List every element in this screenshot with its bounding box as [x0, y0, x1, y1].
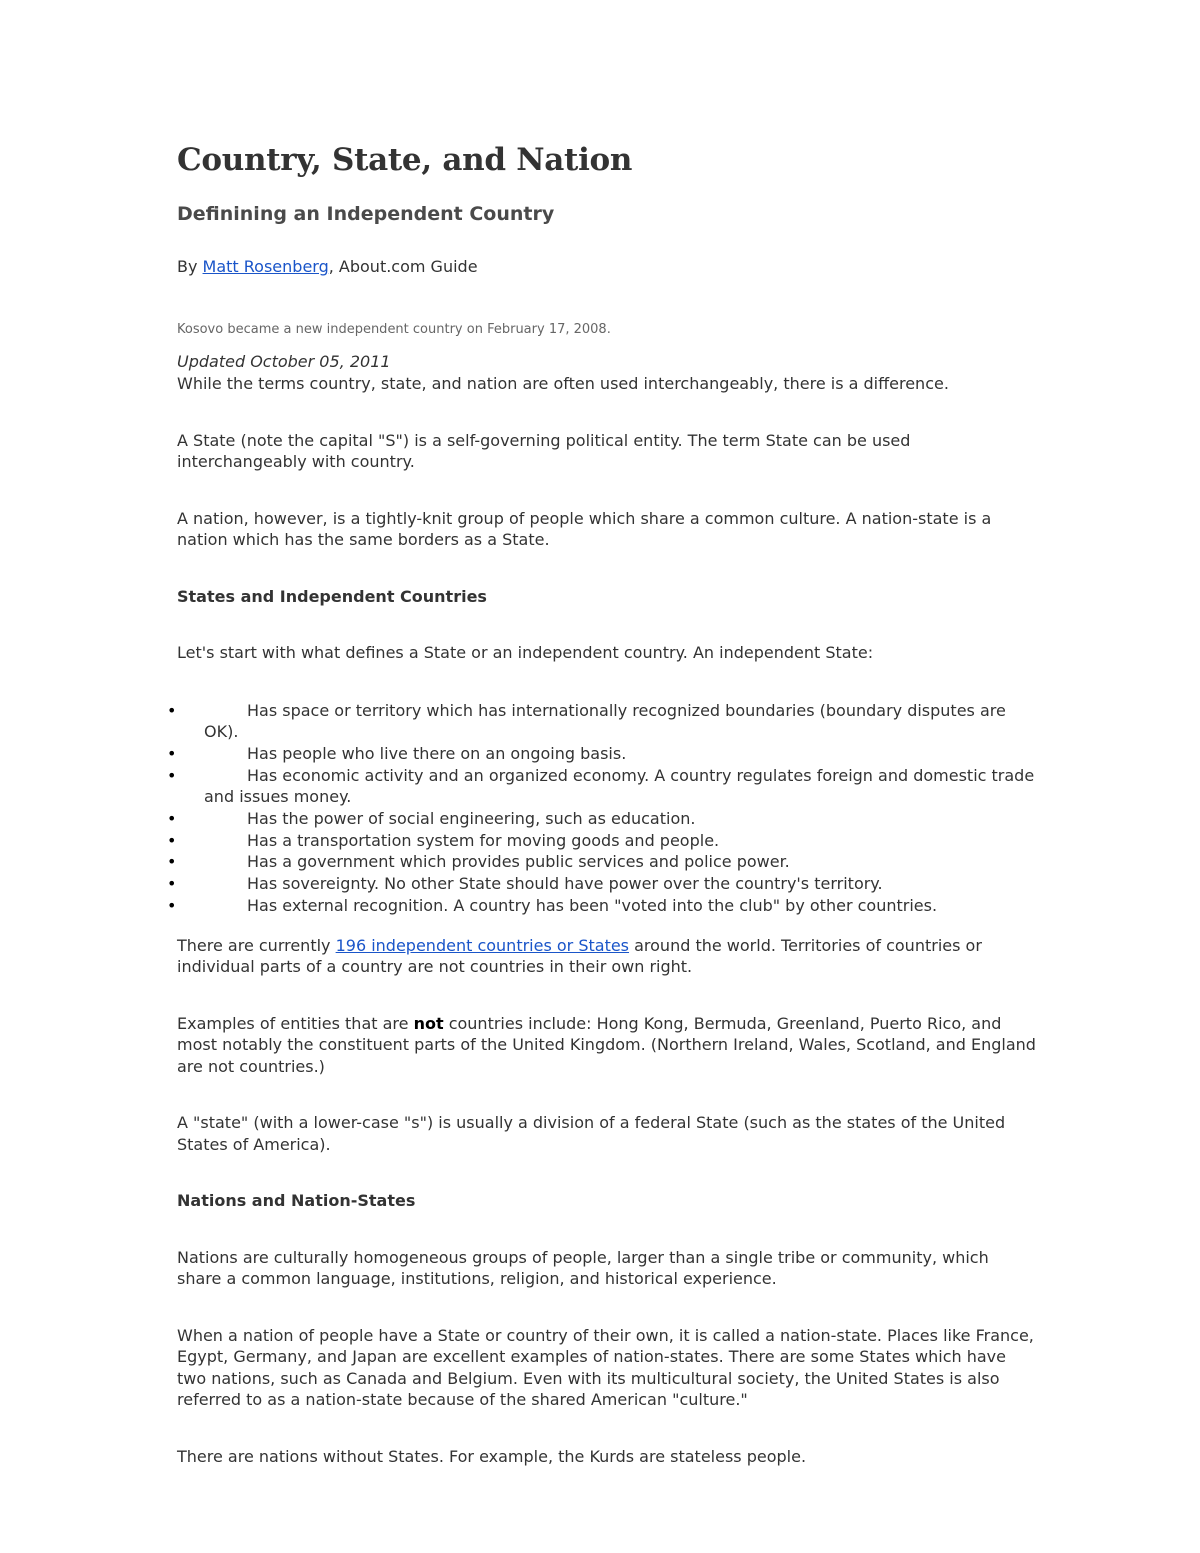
list-item: • Has a transportation system for moving goods and people. [167, 830, 720, 850]
updated-date: Updated October 05, 2011 [177, 352, 391, 371]
section-heading-states: States and Independent Countries [177, 586, 487, 606]
article [167, 138, 1037, 1467]
list-item: • Has the power of social engineering, such as education. [167, 809, 696, 829]
image-caption: Kosovo became a new independent country on February 17, 2008. [177, 322, 611, 337]
bullet-icon: • [167, 874, 177, 894]
byline-suffix: , About.com Guide [328, 257, 478, 276]
bullet-icon: • [167, 809, 177, 829]
list-item: • Has sovereignty. No other State should have power over the country's territory. [167, 874, 883, 894]
countries-list-link[interactable]: 196 independent countries or States [335, 935, 630, 955]
nation-state-paragraph: When a nation of people have a State or country of their own, it is called a nation-state. Places like France, Egypt, Germany, and Japan are excellent examples of nation-states. There are some States which have two nations, such as Canada and Belgium. Even with its multicultural society, the United States is also referred to as a nation-state because of the shared American "culture." [177, 1325, 1034, 1410]
nations-paragraph: Nations are culturally homogeneous groups of people, larger than a single tribe or community, which share a common language, institutions, religion, and historical experience. [177, 1247, 989, 1289]
list-item: • Has a government which provides public services and police power. [167, 852, 790, 872]
states-lead: Let's start with what defines a State or an independent country. An independent State: [177, 643, 874, 662]
page-title: Country, State, and Nation [177, 142, 633, 178]
country-count-paragraph: There are currently 196 independent countries or States around the world. Territories of countries or individual parts of a country are not countries in their own right. [177, 935, 982, 977]
bullet-icon: • [167, 765, 177, 785]
list-item: • Has external recognition. A country has been "voted into the club" by other countries. [167, 895, 938, 915]
bullet-icon: • [167, 895, 177, 915]
nation-definition: A nation, however, is a tightly-knit group of people which share a common culture. A nation-state is a nation which has the same borders as a State. [177, 508, 992, 549]
byline-prefix: By [177, 257, 203, 276]
state-definition: A State (note the capital "S") is a self-governing political entity. The term State can be used interchangeably with country. [177, 430, 911, 471]
lowercase-state-paragraph: A "state" (with a lower-case "s") is usually a division of a federal State (such as the states of the United States of America). [177, 1113, 1006, 1154]
state-criteria-list [167, 700, 1037, 917]
non-country-examples: Examples of entities that are not countries include: Hong Kong, Bermuda, Greenland, Puerto Rico, and most notably the constituent parts of the United Kingdom. (Northern Ireland, Wales, Scotland, and England are not countries.) [177, 1013, 1036, 1076]
list-item: • Has people who live there on an ongoing basis. [167, 743, 627, 763]
list-item: • Has space or territory which has internationally recognized boundaries (boundary disputes are OK). [167, 700, 1006, 742]
section-heading-nations: Nations and Nation-States [177, 1191, 416, 1211]
list-item: • Has economic activity and an organized economy. A country regulates foreign and domestic trade and issues money. [167, 765, 1035, 807]
bullet-icon: • [167, 743, 177, 763]
page-subtitle: Definining an Independent Country [177, 203, 555, 225]
bullet-icon: • [167, 830, 177, 850]
byline [177, 256, 1037, 278]
intro-paragraph: While the terms country, state, and nation are often used interchangeably, there is a difference. [177, 374, 949, 393]
stateless-nations-paragraph: There are nations without States. For example, the Kurds are stateless people. [177, 1446, 807, 1466]
bullet-icon: • [167, 852, 177, 872]
bullet-icon: • [167, 700, 177, 720]
author-link[interactable]: Matt Rosenberg [202, 257, 329, 276]
